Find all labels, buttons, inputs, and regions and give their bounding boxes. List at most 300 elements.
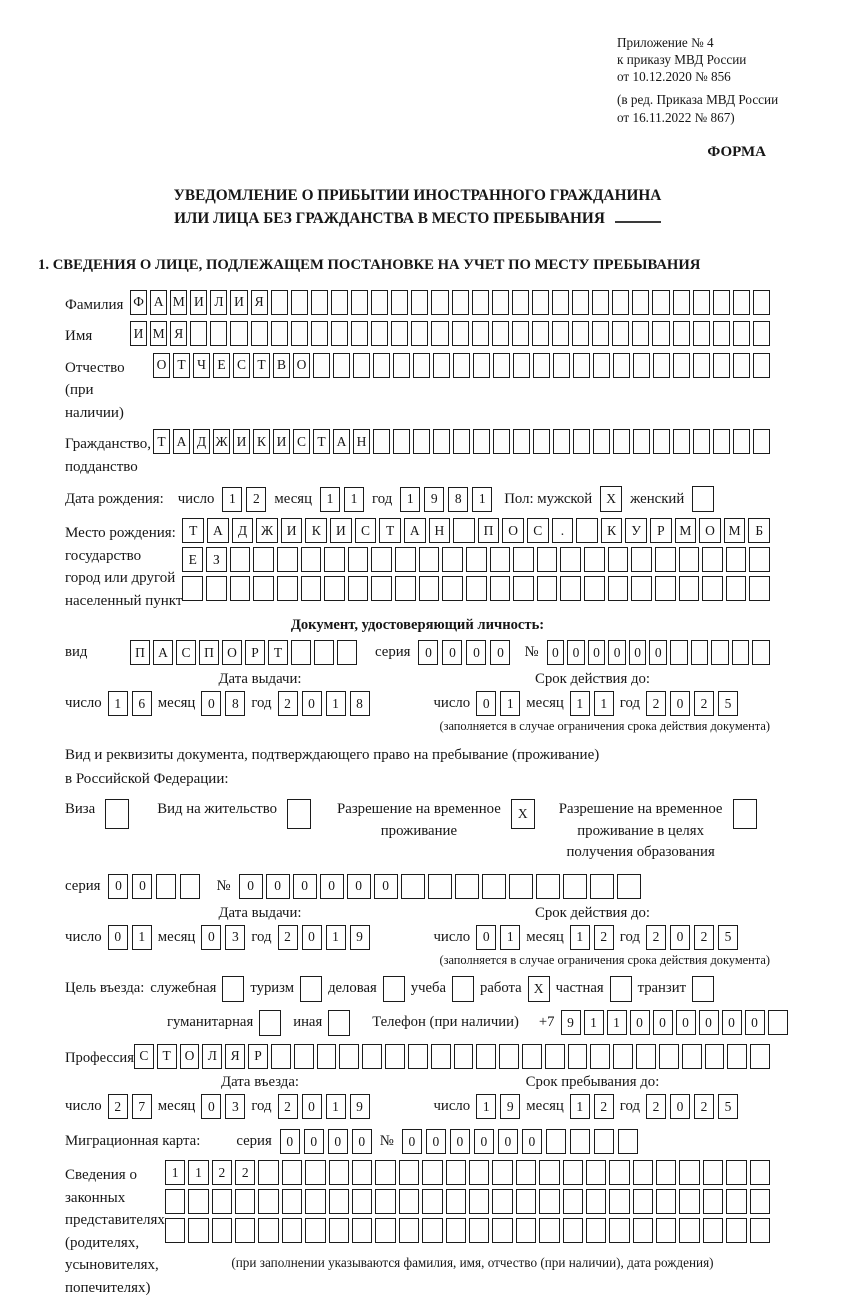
- char-cell[interactable]: [305, 1218, 325, 1243]
- char-cell[interactable]: 0: [328, 1129, 348, 1154]
- char-cell[interactable]: [613, 429, 630, 454]
- char-cell[interactable]: И: [190, 290, 207, 315]
- char-cell[interactable]: [452, 290, 469, 315]
- char-cell[interactable]: О: [293, 353, 310, 378]
- char-cell[interactable]: [362, 1044, 382, 1069]
- char-cell[interactable]: 0: [670, 691, 690, 716]
- char-cell[interactable]: [563, 1160, 583, 1185]
- char-cell[interactable]: [673, 321, 690, 346]
- char-cell[interactable]: К: [253, 429, 270, 454]
- char-cell[interactable]: Д: [232, 518, 254, 543]
- char-cell[interactable]: [593, 429, 610, 454]
- char-cell[interactable]: [401, 874, 425, 899]
- char-cell[interactable]: 1: [165, 1160, 185, 1185]
- char-cell[interactable]: [428, 874, 452, 899]
- char-cell[interactable]: 0: [201, 1094, 221, 1119]
- char-cell[interactable]: [476, 1044, 496, 1069]
- char-cell[interactable]: 0: [676, 1010, 696, 1035]
- char-cell[interactable]: [442, 576, 463, 601]
- char-cell[interactable]: [419, 547, 440, 572]
- char-cell[interactable]: [546, 1129, 566, 1154]
- char-cell[interactable]: 1: [326, 691, 346, 716]
- char-cell[interactable]: [317, 1044, 337, 1069]
- char-cell[interactable]: .: [552, 518, 574, 543]
- char-cell[interactable]: [324, 547, 345, 572]
- char-cell[interactable]: [212, 1189, 232, 1214]
- char-cell[interactable]: [259, 1010, 281, 1036]
- char-cell[interactable]: [431, 321, 448, 346]
- char-cell[interactable]: [522, 1044, 542, 1069]
- char-cell[interactable]: И: [233, 429, 250, 454]
- char-cell[interactable]: [572, 321, 589, 346]
- char-cell[interactable]: [512, 321, 529, 346]
- char-cell[interactable]: [156, 874, 176, 899]
- char-cell[interactable]: 0: [201, 691, 221, 716]
- char-cell[interactable]: П: [199, 640, 219, 665]
- char-cell[interactable]: [399, 1160, 419, 1185]
- char-cell[interactable]: [682, 1044, 702, 1069]
- char-cell[interactable]: [633, 353, 650, 378]
- char-cell[interactable]: [446, 1189, 466, 1214]
- char-cell[interactable]: [466, 547, 487, 572]
- char-cell[interactable]: М: [724, 518, 746, 543]
- char-cell[interactable]: [693, 321, 710, 346]
- char-cell[interactable]: [679, 547, 700, 572]
- char-cell[interactable]: Я: [251, 290, 268, 315]
- char-cell[interactable]: [539, 1189, 559, 1214]
- char-cell[interactable]: [305, 1160, 325, 1185]
- char-cell[interactable]: [180, 874, 200, 899]
- char-cell[interactable]: [258, 1160, 278, 1185]
- char-cell[interactable]: [733, 290, 750, 315]
- char-cell[interactable]: З: [206, 547, 227, 572]
- char-cell[interactable]: [452, 976, 474, 1002]
- char-cell[interactable]: 0: [302, 691, 322, 716]
- char-cell[interactable]: [313, 353, 330, 378]
- char-cell[interactable]: 1: [132, 925, 152, 950]
- char-cell[interactable]: [493, 353, 510, 378]
- char-cell[interactable]: 0: [320, 874, 344, 899]
- char-cell[interactable]: [533, 353, 550, 378]
- char-cell[interactable]: [251, 321, 268, 346]
- char-cell[interactable]: 0: [670, 925, 690, 950]
- char-cell[interactable]: [301, 576, 322, 601]
- char-cell[interactable]: [277, 547, 298, 572]
- char-cell[interactable]: [408, 1044, 428, 1069]
- char-cell[interactable]: О: [699, 518, 721, 543]
- char-cell[interactable]: 1: [326, 925, 346, 950]
- char-cell[interactable]: 2: [278, 1094, 298, 1119]
- char-cell[interactable]: [314, 640, 334, 665]
- char-cell[interactable]: [733, 429, 750, 454]
- char-cell[interactable]: [613, 353, 630, 378]
- char-cell[interactable]: К: [305, 518, 327, 543]
- char-cell[interactable]: [371, 290, 388, 315]
- char-cell[interactable]: [294, 1044, 314, 1069]
- char-cell[interactable]: [399, 1189, 419, 1214]
- char-cell[interactable]: [353, 353, 370, 378]
- char-cell[interactable]: С: [134, 1044, 154, 1069]
- char-cell[interactable]: [329, 1189, 349, 1214]
- char-cell[interactable]: [492, 290, 509, 315]
- char-cell[interactable]: 2: [694, 925, 714, 950]
- char-cell[interactable]: [329, 1160, 349, 1185]
- char-cell[interactable]: А: [207, 518, 229, 543]
- char-cell[interactable]: 2: [235, 1160, 255, 1185]
- char-cell[interactable]: 0: [653, 1010, 673, 1035]
- char-cell[interactable]: И: [230, 290, 247, 315]
- char-cell[interactable]: [348, 547, 369, 572]
- char-cell[interactable]: [453, 429, 470, 454]
- char-cell[interactable]: [469, 1218, 489, 1243]
- char-cell[interactable]: [673, 290, 690, 315]
- char-cell[interactable]: [235, 1218, 255, 1243]
- char-cell[interactable]: С: [233, 353, 250, 378]
- char-cell[interactable]: [609, 1218, 629, 1243]
- char-cell[interactable]: 1: [607, 1010, 627, 1035]
- char-cell[interactable]: [190, 321, 207, 346]
- char-cell[interactable]: [750, 1218, 770, 1243]
- char-cell[interactable]: [311, 290, 328, 315]
- char-cell[interactable]: [385, 1044, 405, 1069]
- char-cell[interactable]: [693, 429, 710, 454]
- char-cell[interactable]: Т: [313, 429, 330, 454]
- char-cell[interactable]: [287, 799, 311, 829]
- char-cell[interactable]: [673, 353, 690, 378]
- char-cell[interactable]: 5: [718, 691, 738, 716]
- char-cell[interactable]: [655, 547, 676, 572]
- char-cell[interactable]: 0: [745, 1010, 765, 1035]
- char-cell[interactable]: 0: [722, 1010, 742, 1035]
- char-cell[interactable]: [553, 353, 570, 378]
- char-cell[interactable]: [324, 576, 345, 601]
- char-cell[interactable]: [532, 290, 549, 315]
- char-cell[interactable]: [750, 1160, 770, 1185]
- char-cell[interactable]: [552, 290, 569, 315]
- char-cell[interactable]: 0: [522, 1129, 542, 1154]
- char-cell[interactable]: О: [222, 640, 242, 665]
- char-cell[interactable]: У: [625, 518, 647, 543]
- char-cell[interactable]: 1: [570, 925, 590, 950]
- char-cell[interactable]: [513, 429, 530, 454]
- char-cell[interactable]: 2: [108, 1094, 128, 1119]
- char-cell[interactable]: [733, 799, 757, 829]
- char-cell[interactable]: [490, 576, 511, 601]
- char-cell[interactable]: А: [404, 518, 426, 543]
- char-cell[interactable]: [537, 576, 558, 601]
- char-cell[interactable]: 1: [472, 487, 492, 512]
- char-cell[interactable]: [659, 1044, 679, 1069]
- char-cell[interactable]: [656, 1189, 676, 1214]
- char-cell[interactable]: 0: [304, 1129, 324, 1154]
- char-cell[interactable]: [271, 1044, 291, 1069]
- char-cell[interactable]: [375, 1160, 395, 1185]
- char-cell[interactable]: [752, 640, 770, 665]
- char-cell[interactable]: 2: [594, 1094, 614, 1119]
- char-cell[interactable]: [337, 640, 357, 665]
- char-cell[interactable]: [371, 321, 388, 346]
- char-cell[interactable]: [633, 429, 650, 454]
- char-cell[interactable]: [553, 429, 570, 454]
- char-cell[interactable]: [673, 429, 690, 454]
- char-cell[interactable]: [413, 353, 430, 378]
- char-cell[interactable]: [473, 429, 490, 454]
- char-cell[interactable]: [679, 1218, 699, 1243]
- char-cell[interactable]: И: [273, 429, 290, 454]
- char-cell[interactable]: 1: [320, 487, 340, 512]
- char-cell[interactable]: [391, 290, 408, 315]
- char-cell[interactable]: 0: [239, 874, 263, 899]
- char-cell[interactable]: 7: [132, 1094, 152, 1119]
- char-cell[interactable]: [713, 429, 730, 454]
- char-cell[interactable]: [592, 290, 609, 315]
- char-cell[interactable]: 0: [374, 874, 398, 899]
- char-cell[interactable]: [373, 353, 390, 378]
- char-cell[interactable]: Ж: [256, 518, 278, 543]
- char-cell[interactable]: [301, 547, 322, 572]
- char-cell[interactable]: [352, 1189, 372, 1214]
- char-cell[interactable]: 5: [718, 925, 738, 950]
- char-cell[interactable]: [753, 429, 770, 454]
- char-cell[interactable]: 0: [280, 1129, 300, 1154]
- char-cell[interactable]: [608, 576, 629, 601]
- char-cell[interactable]: 0: [670, 1094, 690, 1119]
- char-cell[interactable]: 0: [201, 925, 221, 950]
- char-cell[interactable]: [253, 547, 274, 572]
- char-cell[interactable]: 1: [570, 691, 590, 716]
- char-cell[interactable]: [348, 576, 369, 601]
- char-cell[interactable]: 0: [498, 1129, 518, 1154]
- char-cell[interactable]: А: [333, 429, 350, 454]
- char-cell[interactable]: 1: [400, 487, 420, 512]
- char-cell[interactable]: И: [330, 518, 352, 543]
- char-cell[interactable]: [586, 1218, 606, 1243]
- char-cell[interactable]: [617, 874, 641, 899]
- char-cell[interactable]: [608, 547, 629, 572]
- char-cell[interactable]: Ж: [213, 429, 230, 454]
- char-cell[interactable]: [552, 321, 569, 346]
- char-cell[interactable]: [612, 290, 629, 315]
- char-cell[interactable]: [492, 1189, 512, 1214]
- char-cell[interactable]: [513, 576, 534, 601]
- char-cell[interactable]: [393, 429, 410, 454]
- char-cell[interactable]: [631, 547, 652, 572]
- char-cell[interactable]: 1: [584, 1010, 604, 1035]
- char-cell[interactable]: 0: [649, 640, 667, 665]
- char-cell[interactable]: [446, 1218, 466, 1243]
- char-cell[interactable]: М: [150, 321, 167, 346]
- char-cell[interactable]: И: [281, 518, 303, 543]
- char-cell[interactable]: [328, 1010, 350, 1036]
- char-cell[interactable]: [492, 321, 509, 346]
- char-cell[interactable]: 2: [646, 691, 666, 716]
- char-cell[interactable]: [375, 1189, 395, 1214]
- char-cell[interactable]: [509, 874, 533, 899]
- char-cell[interactable]: [753, 321, 770, 346]
- char-cell[interactable]: 2: [212, 1160, 232, 1185]
- char-cell[interactable]: 0: [476, 925, 496, 950]
- char-cell[interactable]: 2: [246, 487, 266, 512]
- char-cell[interactable]: [692, 976, 714, 1002]
- char-cell[interactable]: [652, 290, 669, 315]
- char-cell[interactable]: [339, 1044, 359, 1069]
- char-cell[interactable]: О: [180, 1044, 200, 1069]
- char-cell[interactable]: Т: [153, 429, 170, 454]
- char-cell[interactable]: 8: [225, 691, 245, 716]
- char-cell[interactable]: И: [130, 321, 147, 346]
- char-cell[interactable]: 1: [476, 1094, 496, 1119]
- char-cell[interactable]: [453, 518, 475, 543]
- char-cell[interactable]: [473, 353, 490, 378]
- char-cell[interactable]: [560, 547, 581, 572]
- char-cell[interactable]: [613, 1044, 633, 1069]
- char-cell[interactable]: [636, 1044, 656, 1069]
- char-cell[interactable]: [713, 290, 730, 315]
- char-cell[interactable]: [165, 1189, 185, 1214]
- char-cell[interactable]: С: [527, 518, 549, 543]
- char-cell[interactable]: [609, 1189, 629, 1214]
- char-cell[interactable]: [230, 321, 247, 346]
- char-cell[interactable]: 2: [694, 691, 714, 716]
- char-cell[interactable]: [590, 874, 614, 899]
- char-cell[interactable]: [726, 547, 747, 572]
- char-cell[interactable]: [702, 547, 723, 572]
- char-cell[interactable]: [749, 576, 770, 601]
- char-cell[interactable]: Ч: [193, 353, 210, 378]
- char-cell[interactable]: 0: [293, 874, 317, 899]
- char-cell[interactable]: 9: [561, 1010, 581, 1035]
- char-cell[interactable]: С: [293, 429, 310, 454]
- char-cell[interactable]: [277, 576, 298, 601]
- char-cell[interactable]: О: [502, 518, 524, 543]
- char-cell[interactable]: [702, 576, 723, 601]
- char-cell[interactable]: [431, 1044, 451, 1069]
- char-cell[interactable]: [331, 290, 348, 315]
- char-cell[interactable]: [670, 640, 688, 665]
- char-cell[interactable]: [210, 321, 227, 346]
- char-cell[interactable]: Я: [225, 1044, 245, 1069]
- char-cell[interactable]: Ф: [130, 290, 147, 315]
- char-cell[interactable]: 0: [699, 1010, 719, 1035]
- char-cell[interactable]: [352, 1160, 372, 1185]
- char-cell[interactable]: 2: [594, 925, 614, 950]
- char-cell[interactable]: [329, 1218, 349, 1243]
- char-cell[interactable]: [679, 1160, 699, 1185]
- char-cell[interactable]: Я: [170, 321, 187, 346]
- char-cell[interactable]: [469, 1160, 489, 1185]
- char-cell[interactable]: [632, 290, 649, 315]
- char-cell[interactable]: [222, 976, 244, 1002]
- char-cell[interactable]: [679, 576, 700, 601]
- char-cell[interactable]: X: [511, 799, 535, 829]
- char-cell[interactable]: [466, 576, 487, 601]
- char-cell[interactable]: [282, 1189, 302, 1214]
- char-cell[interactable]: [395, 547, 416, 572]
- char-cell[interactable]: [452, 321, 469, 346]
- char-cell[interactable]: 1: [188, 1160, 208, 1185]
- char-cell[interactable]: [703, 1218, 723, 1243]
- char-cell[interactable]: Т: [182, 518, 204, 543]
- char-cell[interactable]: 0: [547, 640, 565, 665]
- char-cell[interactable]: [235, 1189, 255, 1214]
- char-cell[interactable]: [592, 321, 609, 346]
- char-cell[interactable]: Т: [379, 518, 401, 543]
- char-cell[interactable]: Н: [353, 429, 370, 454]
- char-cell[interactable]: [230, 547, 251, 572]
- char-cell[interactable]: [282, 1218, 302, 1243]
- char-cell[interactable]: Р: [245, 640, 265, 665]
- char-cell[interactable]: [572, 290, 589, 315]
- char-cell[interactable]: Л: [202, 1044, 222, 1069]
- char-cell[interactable]: 2: [278, 925, 298, 950]
- char-cell[interactable]: 9: [500, 1094, 520, 1119]
- char-cell[interactable]: [331, 321, 348, 346]
- char-cell[interactable]: 0: [629, 640, 647, 665]
- char-cell[interactable]: [516, 1189, 536, 1214]
- char-cell[interactable]: [454, 1044, 474, 1069]
- char-cell[interactable]: 0: [302, 1094, 322, 1119]
- char-cell[interactable]: М: [170, 290, 187, 315]
- char-cell[interactable]: Т: [173, 353, 190, 378]
- char-cell[interactable]: [703, 1160, 723, 1185]
- char-cell[interactable]: 0: [442, 640, 462, 665]
- char-cell[interactable]: [655, 576, 676, 601]
- char-cell[interactable]: 5: [718, 1094, 738, 1119]
- char-cell[interactable]: [727, 1044, 747, 1069]
- char-cell[interactable]: [395, 576, 416, 601]
- char-cell[interactable]: [753, 290, 770, 315]
- char-cell[interactable]: 2: [646, 1094, 666, 1119]
- char-cell[interactable]: 0: [347, 874, 371, 899]
- char-cell[interactable]: [568, 1044, 588, 1069]
- char-cell[interactable]: С: [176, 640, 196, 665]
- char-cell[interactable]: [469, 1189, 489, 1214]
- char-cell[interactable]: [499, 1044, 519, 1069]
- char-cell[interactable]: [532, 321, 549, 346]
- char-cell[interactable]: [271, 290, 288, 315]
- char-cell[interactable]: [300, 976, 322, 1002]
- char-cell[interactable]: [411, 321, 428, 346]
- char-cell[interactable]: 1: [108, 691, 128, 716]
- char-cell[interactable]: [733, 321, 750, 346]
- char-cell[interactable]: [291, 290, 308, 315]
- char-cell[interactable]: 3: [225, 925, 245, 950]
- char-cell[interactable]: [516, 1218, 536, 1243]
- char-cell[interactable]: [732, 640, 750, 665]
- char-cell[interactable]: [705, 1044, 725, 1069]
- char-cell[interactable]: 1: [500, 925, 520, 950]
- char-cell[interactable]: [333, 353, 350, 378]
- char-cell[interactable]: В: [273, 353, 290, 378]
- char-cell[interactable]: [539, 1218, 559, 1243]
- char-cell[interactable]: [711, 640, 729, 665]
- char-cell[interactable]: [726, 1218, 746, 1243]
- char-cell[interactable]: 1: [570, 1094, 590, 1119]
- char-cell[interactable]: [539, 1160, 559, 1185]
- char-cell[interactable]: О: [153, 353, 170, 378]
- char-cell[interactable]: [291, 321, 308, 346]
- char-cell[interactable]: [633, 1218, 653, 1243]
- char-cell[interactable]: [563, 1218, 583, 1243]
- char-cell[interactable]: [105, 799, 129, 829]
- char-cell[interactable]: [493, 429, 510, 454]
- char-cell[interactable]: [560, 576, 581, 601]
- char-cell[interactable]: 2: [646, 925, 666, 950]
- char-cell[interactable]: [610, 976, 632, 1002]
- char-cell[interactable]: [188, 1189, 208, 1214]
- char-cell[interactable]: [656, 1160, 676, 1185]
- char-cell[interactable]: [590, 1044, 610, 1069]
